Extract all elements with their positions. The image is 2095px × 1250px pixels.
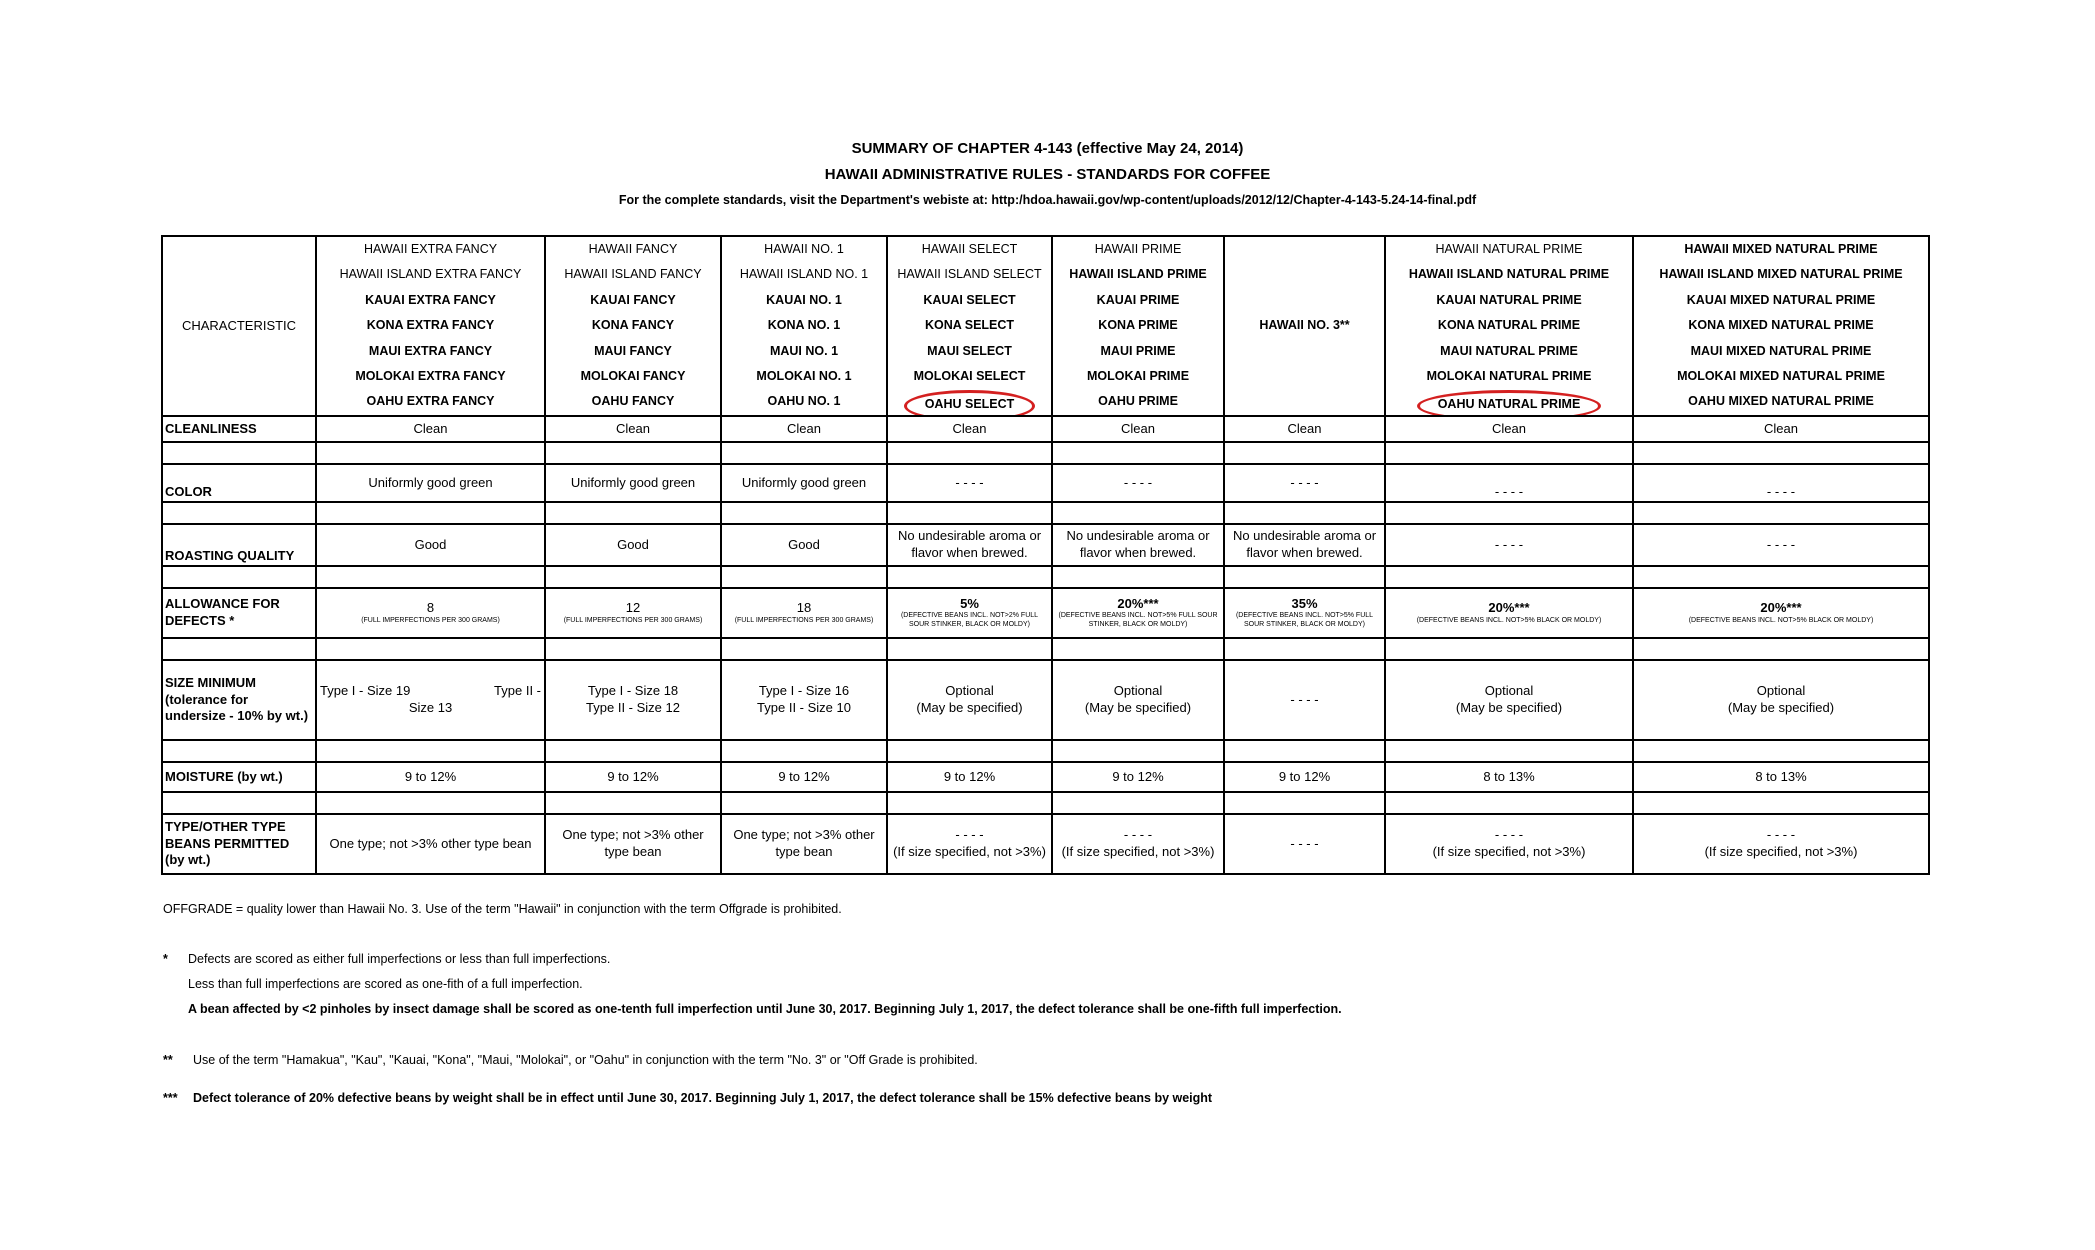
size-optional: Optional [1756,683,1806,699]
grade-name: MAUI NATURAL PRIME [1440,343,1578,358]
row-label: TYPE/OTHER TYPE BEANS PERMITTED (by wt.) [162,814,316,874]
footnote-defects-line3: A bean affected by <2 pinholes by insect damage shall be scored as one-tenth full imperfection until June 30, 2017. Beginning July 1, 2017, the defect tolerance shall be one-fifth full imperfection. [188,1002,1342,1016]
table-cell [721,588,887,638]
table-cell [1224,588,1385,638]
table-cell [316,588,545,638]
allowance-note: (DEFECTIVE BEANS INCL. NOT>2% FULL SOUR STINKER, BLACK OR MOLDY) [900,612,1039,628]
table-cell: One type; not >3% other type bean [316,814,545,874]
grade-name: KONA PRIME [1098,318,1178,333]
footnote-defect-tolerance: Defect tolerance of 20% defective beans by weight shall be in effect until June 30, 2017. Beginning July 1, 2017, the defect tolerance shall be 15% defective beans by weight [193,1091,1213,1105]
grade-name: HAWAII ISLAND PRIME [1069,267,1207,282]
grade-name: KAUAI PRIME [1096,292,1180,307]
footnote-defects-line1: Defects are scored as either full imperfections or less than full imperfections. [188,952,611,966]
table-cell: 9 to 12% [887,762,1052,792]
grade-name: KAUAI NO. 1 [766,292,842,307]
spacer-row [162,638,1929,660]
table-cell: Clean [1385,416,1633,442]
spacer-row [162,566,1929,588]
size-type-1: Type I - Size 18 [587,683,679,699]
grade-name: HAWAII ISLAND MIXED NATURAL PRIME [1659,267,1903,282]
grade-col-mixed-natural-prime [1633,236,1929,416]
row-label: CLEANLINESS [162,416,316,442]
grade-name: KONA FANCY [591,318,675,333]
spacer-row [162,740,1929,762]
table-cell: 9 to 12% [545,762,721,792]
table-cell [1385,588,1633,638]
footnote-marker-triple: *** [163,1091,178,1105]
size-may-be: (May be specified) [916,699,1023,715]
row-label: SIZE MINIMUM (tolerance for undersize - 10% by wt.) [162,660,316,740]
table-cell: 8 to 13% [1385,762,1633,792]
grade-col-extra-fancy [316,236,545,416]
size-optional: Optional [1113,683,1163,699]
grade-name: MOLOKAI SELECT [913,368,1026,383]
row-label: MOISTURE (by wt.) [162,762,316,792]
allowance-value: 35% [1291,596,1318,612]
table-cell: 9 to 12% [1224,762,1385,792]
grade-name: KONA NATURAL PRIME [1437,318,1581,333]
allowance-value: 20%*** [1760,600,1802,616]
table-cell: - - - - [1385,524,1633,566]
grade-name: HAWAII ISLAND SELECT [897,267,1042,282]
size-type-2: Type II - Size 10 [757,699,851,715]
table-cell: No undesirable aroma or flavor when brewed. [887,524,1052,566]
color-row [162,464,1929,502]
table-cell: Clean [1633,416,1929,442]
table-cell: One type; not >3% other type bean [721,814,887,874]
grade-name: OAHU MIXED NATURAL PRIME [1688,394,1874,409]
table-cell: 9 to 12% [1052,762,1224,792]
table-cell [545,588,721,638]
table-cell: - - - - [1224,464,1385,502]
size-type-1: Type I - Size 16 [758,683,850,699]
grade-name: MOLOKAI NATURAL PRIME [1426,368,1592,383]
offgrade-note: OFFGRADE = quality lower than Hawaii No. 3. Use of the term "Hawaii" in conjunction with the term Offgrade is prohibited. [163,902,842,916]
cleanliness-row [162,416,1929,442]
row-label: ROASTING QUALITY [162,524,316,566]
grade-name: MOLOKAI NO. 1 [756,368,852,383]
table-cell [887,814,1052,874]
grade-name: HAWAII EXTRA FANCY [363,242,498,256]
table-cell: - - - - [1224,660,1385,740]
moisture-row [162,762,1929,792]
table-cell: Clean [721,416,887,442]
table-cell: No undesirable aroma or flavor when brewed. [1052,524,1224,566]
size-may-be: (May be specified) [1727,699,1835,715]
table-cell: - - - - [1633,464,1929,502]
allowance-note: (DEFECTIVE BEANS INCL. NOT>5% FULL SOUR STINKER, BLACK OR MOLDY) [1058,612,1218,628]
size-type-2: Type II - Size 12 [586,699,680,715]
allowance-value: 5% [960,596,979,612]
grade-name: HAWAII SELECT [921,242,1018,256]
footnote-defects-line2: Less than full imperfections are scored as one-fith of a full imperfection. [188,977,583,991]
grade-name: HAWAII ISLAND NO. 1 [739,267,869,282]
table-cell [1385,814,1633,874]
type-beans-row [162,814,1929,874]
grade-name: HAWAII ISLAND FANCY [564,267,702,282]
footnote-marker-single: * [163,952,168,966]
table-cell [1052,814,1224,874]
row-label: ALLOWANCE FOR DEFECTS * [162,588,316,638]
table-cell [1052,588,1224,638]
table-cell: Good [316,524,545,566]
grade-header-row [162,236,1929,416]
table-cell: 9 to 12% [316,762,545,792]
grade-name: MAUI FANCY [594,343,672,358]
grade-name: MAUI EXTRA FANCY [368,343,493,358]
coffee-standards-table [161,235,1930,875]
allowance-value: 18 [796,600,812,616]
allowance-note: (DEFECTIVE BEANS INCL. NOT>5% BLACK OR MOLDY) [1688,616,1874,624]
size-type-2: Type II - [494,683,541,699]
grade-name: KAUAI FANCY [590,292,676,307]
footnote-marker-double: ** [163,1053,173,1067]
table-cell: Good [545,524,721,566]
grade-name: OAHU PRIME [1098,394,1178,409]
grade-name: KONA NO. 1 [767,318,841,333]
table-cell: Good [721,524,887,566]
table-cell: Uniformly good green [721,464,887,502]
grade-name: OAHU NO. 1 [767,394,841,409]
table-cell: One type; not >3% other type bean [545,814,721,874]
grade-col-no1 [721,236,887,416]
table-cell [1052,660,1224,740]
size-minimum-row [162,660,1929,740]
allowance-note: (FULL IMPERFECTIONS PER 300 GRAMS) [734,616,874,624]
spacer-row [162,442,1929,464]
size-type-1: Type I - Size 19 [320,683,411,699]
oahu-select-highlight: OAHU SELECT [904,390,1036,415]
characteristic-header: CHARACTERISTIC [162,236,316,416]
type-dash: - - - - [1494,827,1524,843]
grade-col-natural-prime [1385,236,1633,416]
table-cell: Uniformly good green [545,464,721,502]
type-if-size: (If size specified, not >3%) [1432,843,1586,859]
table-cell: 9 to 12% [721,762,887,792]
table-cell: - - - - [1052,464,1224,502]
table-cell: - - - - [887,464,1052,502]
allowance-value: 12 [625,600,641,616]
grade-name: HAWAII FANCY [588,242,678,256]
grade-name: MOLOKAI PRIME [1086,368,1190,383]
grade-name: HAWAII ISLAND EXTRA FANCY [339,267,522,282]
grade-name: HAWAII PRIME [1094,242,1182,256]
allowance-value: 20%*** [1488,600,1530,616]
grade-name: MAUI PRIME [1100,343,1176,358]
allowance-row [162,588,1929,638]
size-may-be: (May be specified) [1084,699,1192,715]
table-cell [1633,660,1929,740]
roasting-quality-row [162,524,1929,566]
table-cell: - - - - [1633,524,1929,566]
table-cell [1633,814,1929,874]
grade-name: HAWAII NATURAL PRIME [1435,242,1583,256]
grade-name: OAHU EXTRA FANCY [366,394,495,409]
grade-name: MAUI NO. 1 [769,343,839,358]
grade-name: HAWAII NO. 1 [764,242,844,256]
grade-col-no3: HAWAII NO. 3** [1224,236,1385,416]
grade-col-prime [1052,236,1224,416]
document-title: SUMMARY OF CHAPTER 4-143 (effective May 24, 2014) [851,140,1244,157]
allowance-note: (DEFECTIVE BEANS INCL. NOT>5% FULL SOUR STINKER, BLACK OR MOLDY) [1235,612,1374,628]
grade-name: MOLOKAI FANCY [580,368,686,383]
table-cell: - - - - [1224,814,1385,874]
grade-name: KONA SELECT [924,318,1015,333]
table-cell: Clean [1224,416,1385,442]
size-type-2-value: Size 13 [408,699,453,715]
grade-col-fancy [545,236,721,416]
table-cell: No undesirable aroma or flavor when brewed. [1224,524,1385,566]
type-dash: - - - - [955,827,984,843]
type-dash: - - - - [1123,827,1153,843]
table-cell: - - - - [1385,464,1633,502]
grade-name: HAWAII ISLAND NATURAL PRIME [1408,267,1610,282]
size-may-be: (May be specified) [1455,699,1563,715]
table-cell: Clean [545,416,721,442]
footnote-no3-terms: Use of the term "Hamakua", "Kau", "Kauai, "Kona", "Maui, "Molokai", or "Oahu" in conjunction with the term "No. 3" or "Off Grade is prohibited. [193,1053,978,1067]
table-cell [1633,588,1929,638]
size-optional: Optional [1484,683,1534,699]
table-cell [316,660,545,740]
grade-name: MOLOKAI MIXED NATURAL PRIME [1677,368,1885,383]
grade-name: KAUAI SELECT [923,292,1016,307]
type-if-size: (If size specified, not >3%) [893,843,1046,859]
table-cell [887,660,1052,740]
spacer-row [162,502,1929,524]
grade-name: MAUI SELECT [927,343,1012,358]
table-cell [721,660,887,740]
grade-name: HAWAII MIXED NATURAL PRIME [1684,242,1878,256]
table-cell: Clean [316,416,545,442]
row-label: COLOR [162,464,316,502]
type-dash: - - - - [1766,827,1796,843]
grade-name: KAUAI NATURAL PRIME [1436,292,1582,307]
table-cell [545,660,721,740]
document-subtitle: HAWAII ADMINISTRATIVE RULES - STANDARDS FOR COFFEE [824,166,1271,183]
table-cell [887,588,1052,638]
size-optional: Optional [945,683,994,699]
grade-name: OAHU FANCY [591,394,675,409]
grade-col-select [887,236,1052,416]
table-cell: 8 to 13% [1633,762,1929,792]
table-cell: Uniformly good green [316,464,545,502]
type-if-size: (If size specified, not >3%) [1704,843,1858,859]
table-cell: Clean [887,416,1052,442]
grade-name: KAUAI MIXED NATURAL PRIME [1686,292,1876,307]
allowance-note: (FULL IMPERFECTIONS PER 300 GRAMS) [361,616,500,624]
allowance-note: (DEFECTIVE BEANS INCL. NOT>5% BLACK OR MOLDY) [1416,616,1602,624]
oahu-natural-prime-highlight: OAHU NATURAL PRIME [1417,390,1602,415]
table-cell: Clean [1052,416,1224,442]
grade-name: KONA MIXED NATURAL PRIME [1688,318,1874,333]
type-if-size: (If size specified, not >3%) [1061,843,1215,859]
spacer-row [162,792,1929,814]
grade-name: KAUAI EXTRA FANCY [365,292,496,307]
table-cell [1385,660,1633,740]
allowance-value: 20%*** [1117,596,1159,612]
standards-link-line[interactable]: For the complete standards, visit the Department's webiste at: http:/hdoa.hawaii.gov/wp-content/uploads/2012/12/Chapter-4-143-5.24-14-final.pdf [618,193,1477,207]
grade-name: KONA EXTRA FANCY [366,318,495,333]
grade-name: MAUI MIXED NATURAL PRIME [1690,343,1872,358]
allowance-note: (FULL IMPERFECTIONS PER 300 GRAMS) [563,616,703,624]
grade-name: MOLOKAI EXTRA FANCY [355,368,506,383]
allowance-value: 8 [426,600,435,616]
